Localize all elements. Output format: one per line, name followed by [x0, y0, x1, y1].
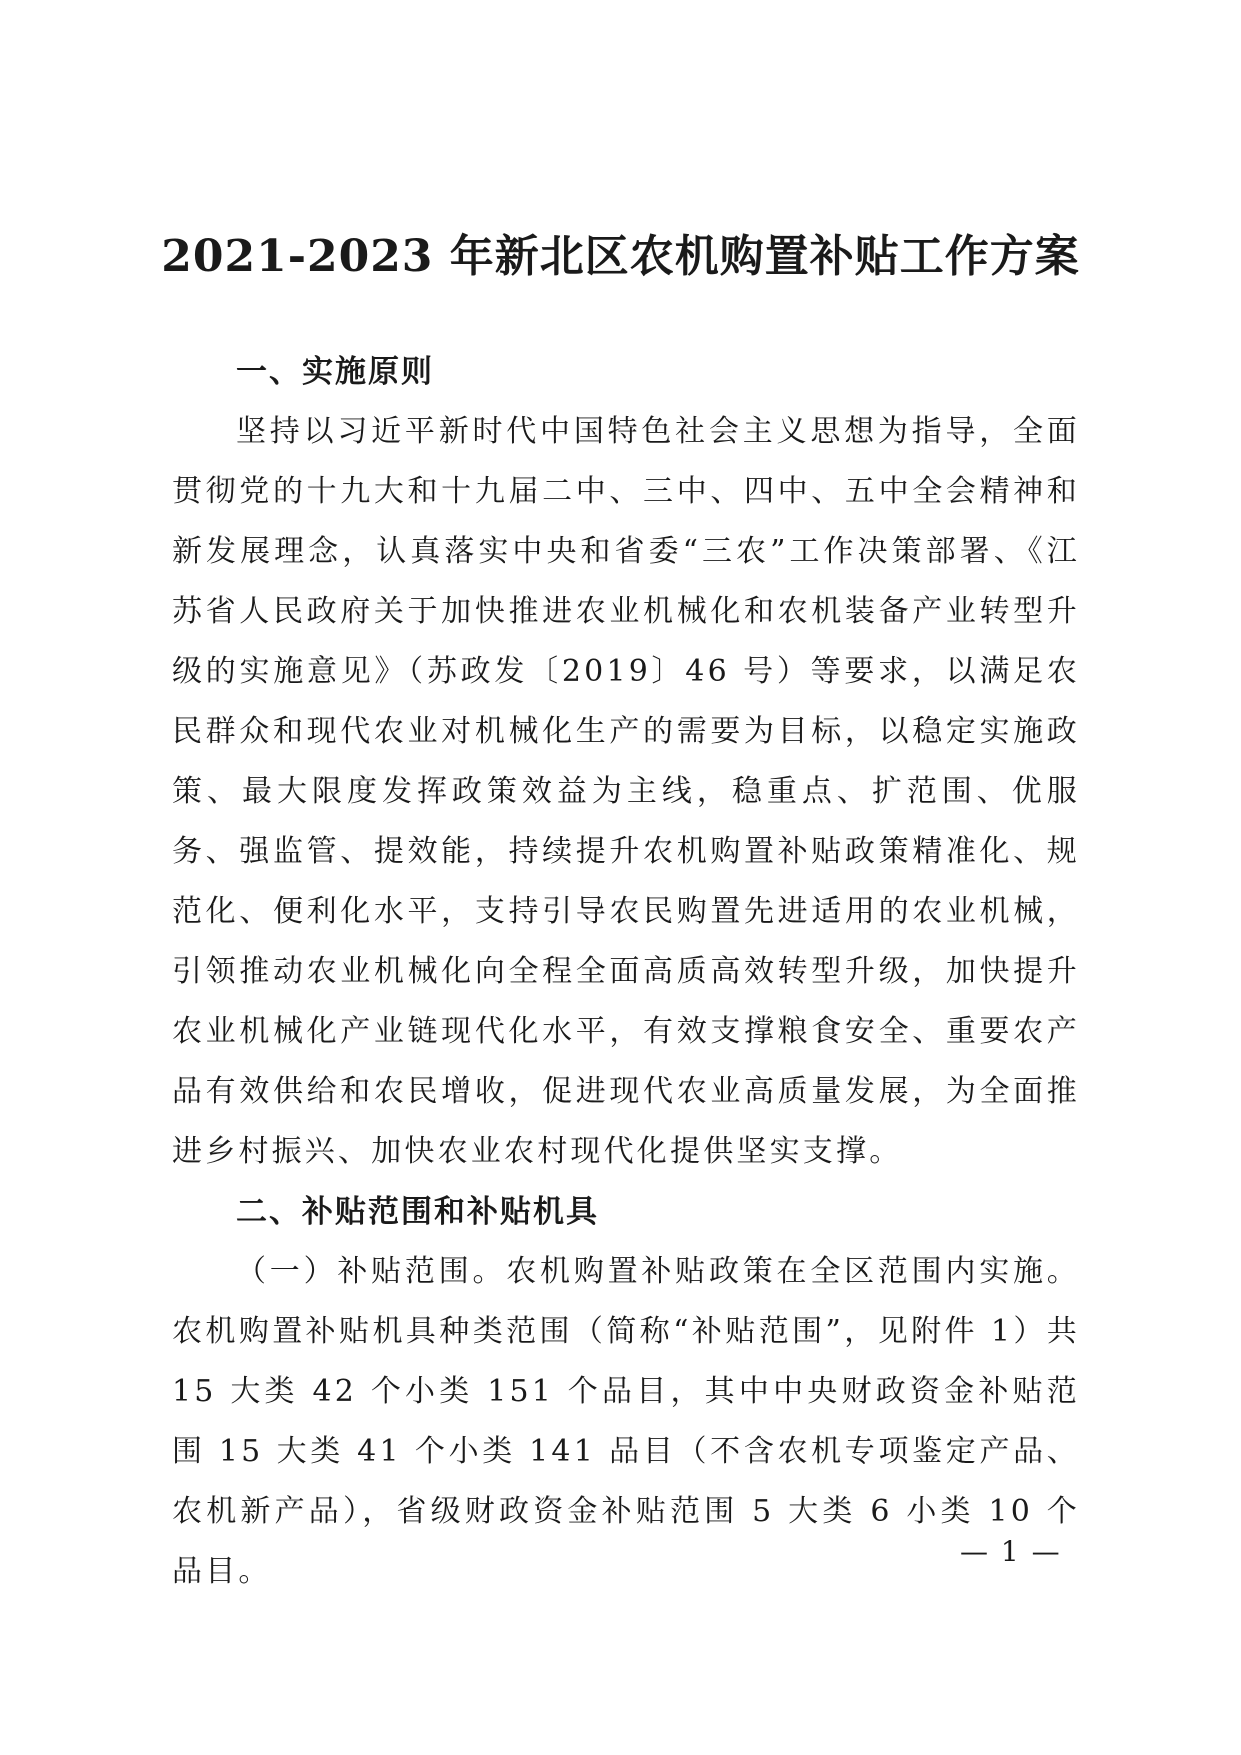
section-paragraph-scope: （一）补贴范围。农机购置补贴政策在全区范围内实施。农机购置补贴机具种类范围（简称“补贴范围”，见附件 1）共 15 大类 42 个小类 151 个品目，其中中央财政资金补贴范围 15 大类 41 个小类 141 品目（不含农机专项鉴定产品、农机新产品），省级财政资金补贴范围 5 大类 6 小类 10 个品目。 — [172, 1254, 1080, 1589]
document-title: 2021-2023 年新北区农机购置补贴工作方案 — [161, 231, 1080, 282]
section-paragraph-principles: 坚持以习近平新时代中国特色社会主义思想为指导，全面贯彻党的十九大和十九届二中、三中、四中、五中全会精神和新发展理念，认真落实中央和省委“三农”工作决策部署、《江苏省人民政府关于加快推进农业机械化和农机装备产业转型升级的实施意见》（苏政发〔2019〕46 号）等要求，以满足农民群众和现代农业对机械化生产的需要为目标，以稳定实施政策、最大限度发挥政策效益为主线，稳重点、扩范围、优服务、强监管、提效能，持续提升农机购置补贴政策精准化、规范化、便利化水平，支持引导农民购置先进适用的农业机械，引领推动农业机械化向全程全面高质高效转型升级，加快提升农业机械化产业链现代化水平，有效支撑粮食安全、重要农产品有效供给和农民增收，促进现代农业高质量发展，为全面推进乡村振兴、加快农业农村现代化提供坚实支撑。 — [172, 414, 1080, 1169]
section-heading-scope: 二、补贴范围和补贴机具 — [236, 1194, 599, 1230]
section-heading-principles: 一、实施原则 — [236, 354, 434, 390]
page-number: — 1 — — [960, 1535, 1062, 1568]
document-body — [172, 342, 1080, 1602]
